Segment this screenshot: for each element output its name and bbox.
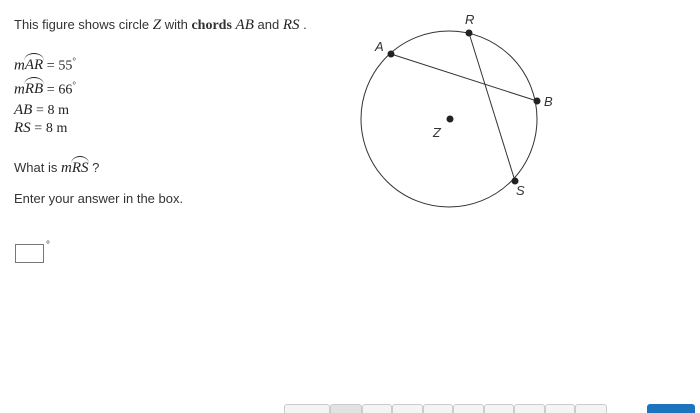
given-length-ab: AB = 8 m — [14, 102, 69, 118]
label-z: Z — [433, 125, 441, 140]
page-button[interactable] — [575, 404, 607, 413]
prompt-text: This figure shows circle — [14, 17, 150, 32]
prompt-text: and — [257, 17, 280, 32]
prompt-text: with — [164, 17, 188, 32]
given-arc-rb: mRB = 66° — [14, 80, 76, 98]
page-button[interactable] — [392, 404, 423, 413]
page-button[interactable] — [514, 404, 545, 413]
page-button[interactable] — [545, 404, 575, 413]
arc-label: RB — [24, 81, 44, 98]
problem-prompt — [14, 17, 307, 34]
page-button[interactable] — [453, 404, 484, 413]
point-b — [534, 98, 541, 105]
page-button[interactable] — [484, 404, 514, 413]
prompt-period: . — [303, 17, 307, 32]
page-button[interactable] — [362, 404, 392, 413]
given-arc-ar: mAR = 55° — [14, 56, 76, 74]
answer-input[interactable] — [15, 244, 44, 263]
given-length-rs: RS = 8 m — [14, 120, 68, 136]
circle-name: Z — [152, 17, 162, 33]
chord-ab: AB — [235, 17, 254, 33]
chords-word: chords — [191, 18, 232, 33]
arc-label: RS — [71, 160, 89, 176]
chord-rs: RS — [282, 17, 300, 33]
label-a: A — [375, 39, 384, 54]
point-a — [388, 51, 395, 58]
pagination-bar — [284, 404, 607, 413]
circle-diagram — [350, 0, 580, 215]
page-button[interactable] — [284, 404, 330, 413]
chord-rs-line — [469, 33, 515, 181]
page-button[interactable] — [330, 404, 362, 413]
label-s: S — [516, 183, 525, 198]
page-button[interactable] — [423, 404, 453, 413]
arc-label: AR — [24, 57, 44, 74]
instruction: Enter your answer in the box. — [14, 191, 184, 206]
label-r: R — [465, 12, 475, 27]
degree-unit: ° — [46, 240, 50, 251]
question: What is mRS ? — [14, 160, 100, 176]
next-button[interactable] — [647, 404, 695, 413]
label-b: B — [544, 94, 553, 109]
point-z — [447, 116, 454, 123]
point-r — [466, 30, 473, 37]
